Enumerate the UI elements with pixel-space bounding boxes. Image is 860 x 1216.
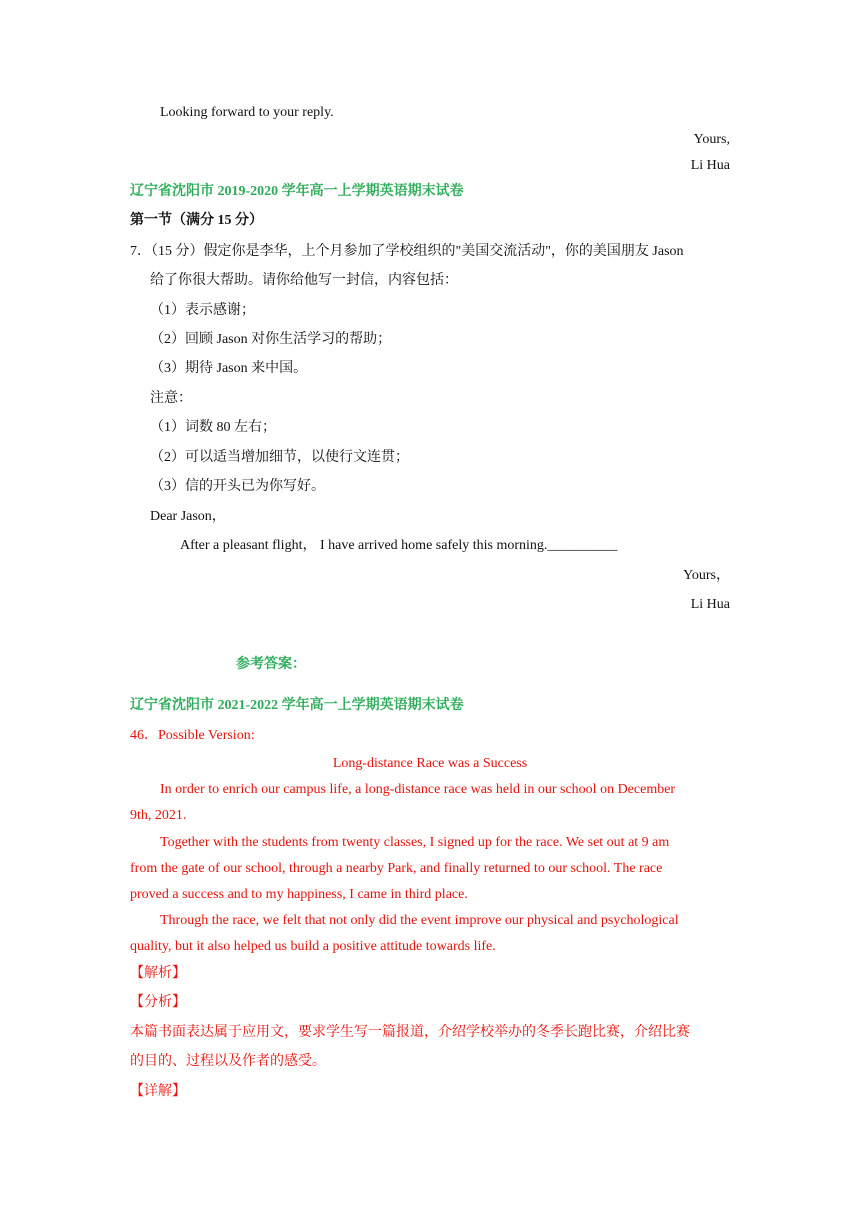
note-3: （3）信的开头已为你写好。 [150,479,325,494]
letter-closing-line: Looking forward to your reply. [160,105,334,120]
letter-greeting: Dear Jason， [150,509,226,524]
essay-para1-line2: 9th, 2021. [130,808,187,823]
fenxi-label: 【分析】 [130,995,186,1010]
note-2: （2）可以适当增加细节，以使行文连贯； [150,450,409,465]
analysis-line1: 本篇书面表达属于应用文，要求学生写一篇报道，介绍学校举办的冬季长跑比赛，介绍比赛 [130,1025,690,1040]
essay-title: Long-distance Race was a Success [332,756,528,771]
letter-sign-off-2: Yours， [683,568,730,583]
essay-para2-line1: Together with the students from twenty classes, I signed up for the race. We set out at 9 am [160,835,670,850]
question-7-line1: 7．（15 分）假定你是李华，上个月参加了学校组织的"美国交流活动"，你的美国朋友 Jason [130,244,684,259]
content-point-1: （1）表示感谢； [150,303,255,318]
exam-source-2021: 辽宁省沈阳市 2021-2022 学年高一上学期英语期末试卷 [130,698,464,713]
part-title: 第一节（满分 15 分） [130,213,263,228]
letter-opening: After a pleasant flight， I have arrived home safely this morning.__________ [180,538,618,553]
notes-label: 注意： [150,391,192,406]
question-7-line2: 给了你很大帮助。请你给他写一封信，内容包括： [150,273,458,288]
analysis-line2: 的目的、过程以及作者的感受。 [130,1054,326,1069]
essay-para2-line3: proved a success and to my happiness, I came in third place. [130,887,468,902]
note-1: （1）词数 80 左右； [150,420,276,435]
content-point-2: （2）回顾 Jason 对你生活学习的帮助； [150,332,392,347]
jiexi-label: 【解析】 [130,966,186,981]
essay-para3-line1: Through the race, we felt that not only did the event improve our physical and psychological [160,913,679,928]
essay-para2-line2: from the gate of our school, through a nearby Park, and finally returned to our school. The race [130,861,663,876]
letter-sign-off: Yours, [693,132,730,147]
letter-signature: Li Hua [690,158,730,173]
answer-item-label: 46．Possible Version: [130,728,255,743]
essay-para1-line1: In order to enrich our campus life, a long-distance race was held in our school on December [160,782,676,797]
letter-signature-2: Li Hua [690,597,730,612]
essay-para3-line2: quality, but it also helped us build a positive attitude towards life. [130,939,496,954]
content-point-3: （3）期待 Jason 来中国。 [150,361,308,376]
xiangjie-label: 【详解】 [130,1084,186,1099]
answers-heading: 参考答案： [236,657,306,672]
exam-source-2019: 辽宁省沈阳市 2019-2020 学年高一上学期英语期末试卷 [130,184,464,199]
